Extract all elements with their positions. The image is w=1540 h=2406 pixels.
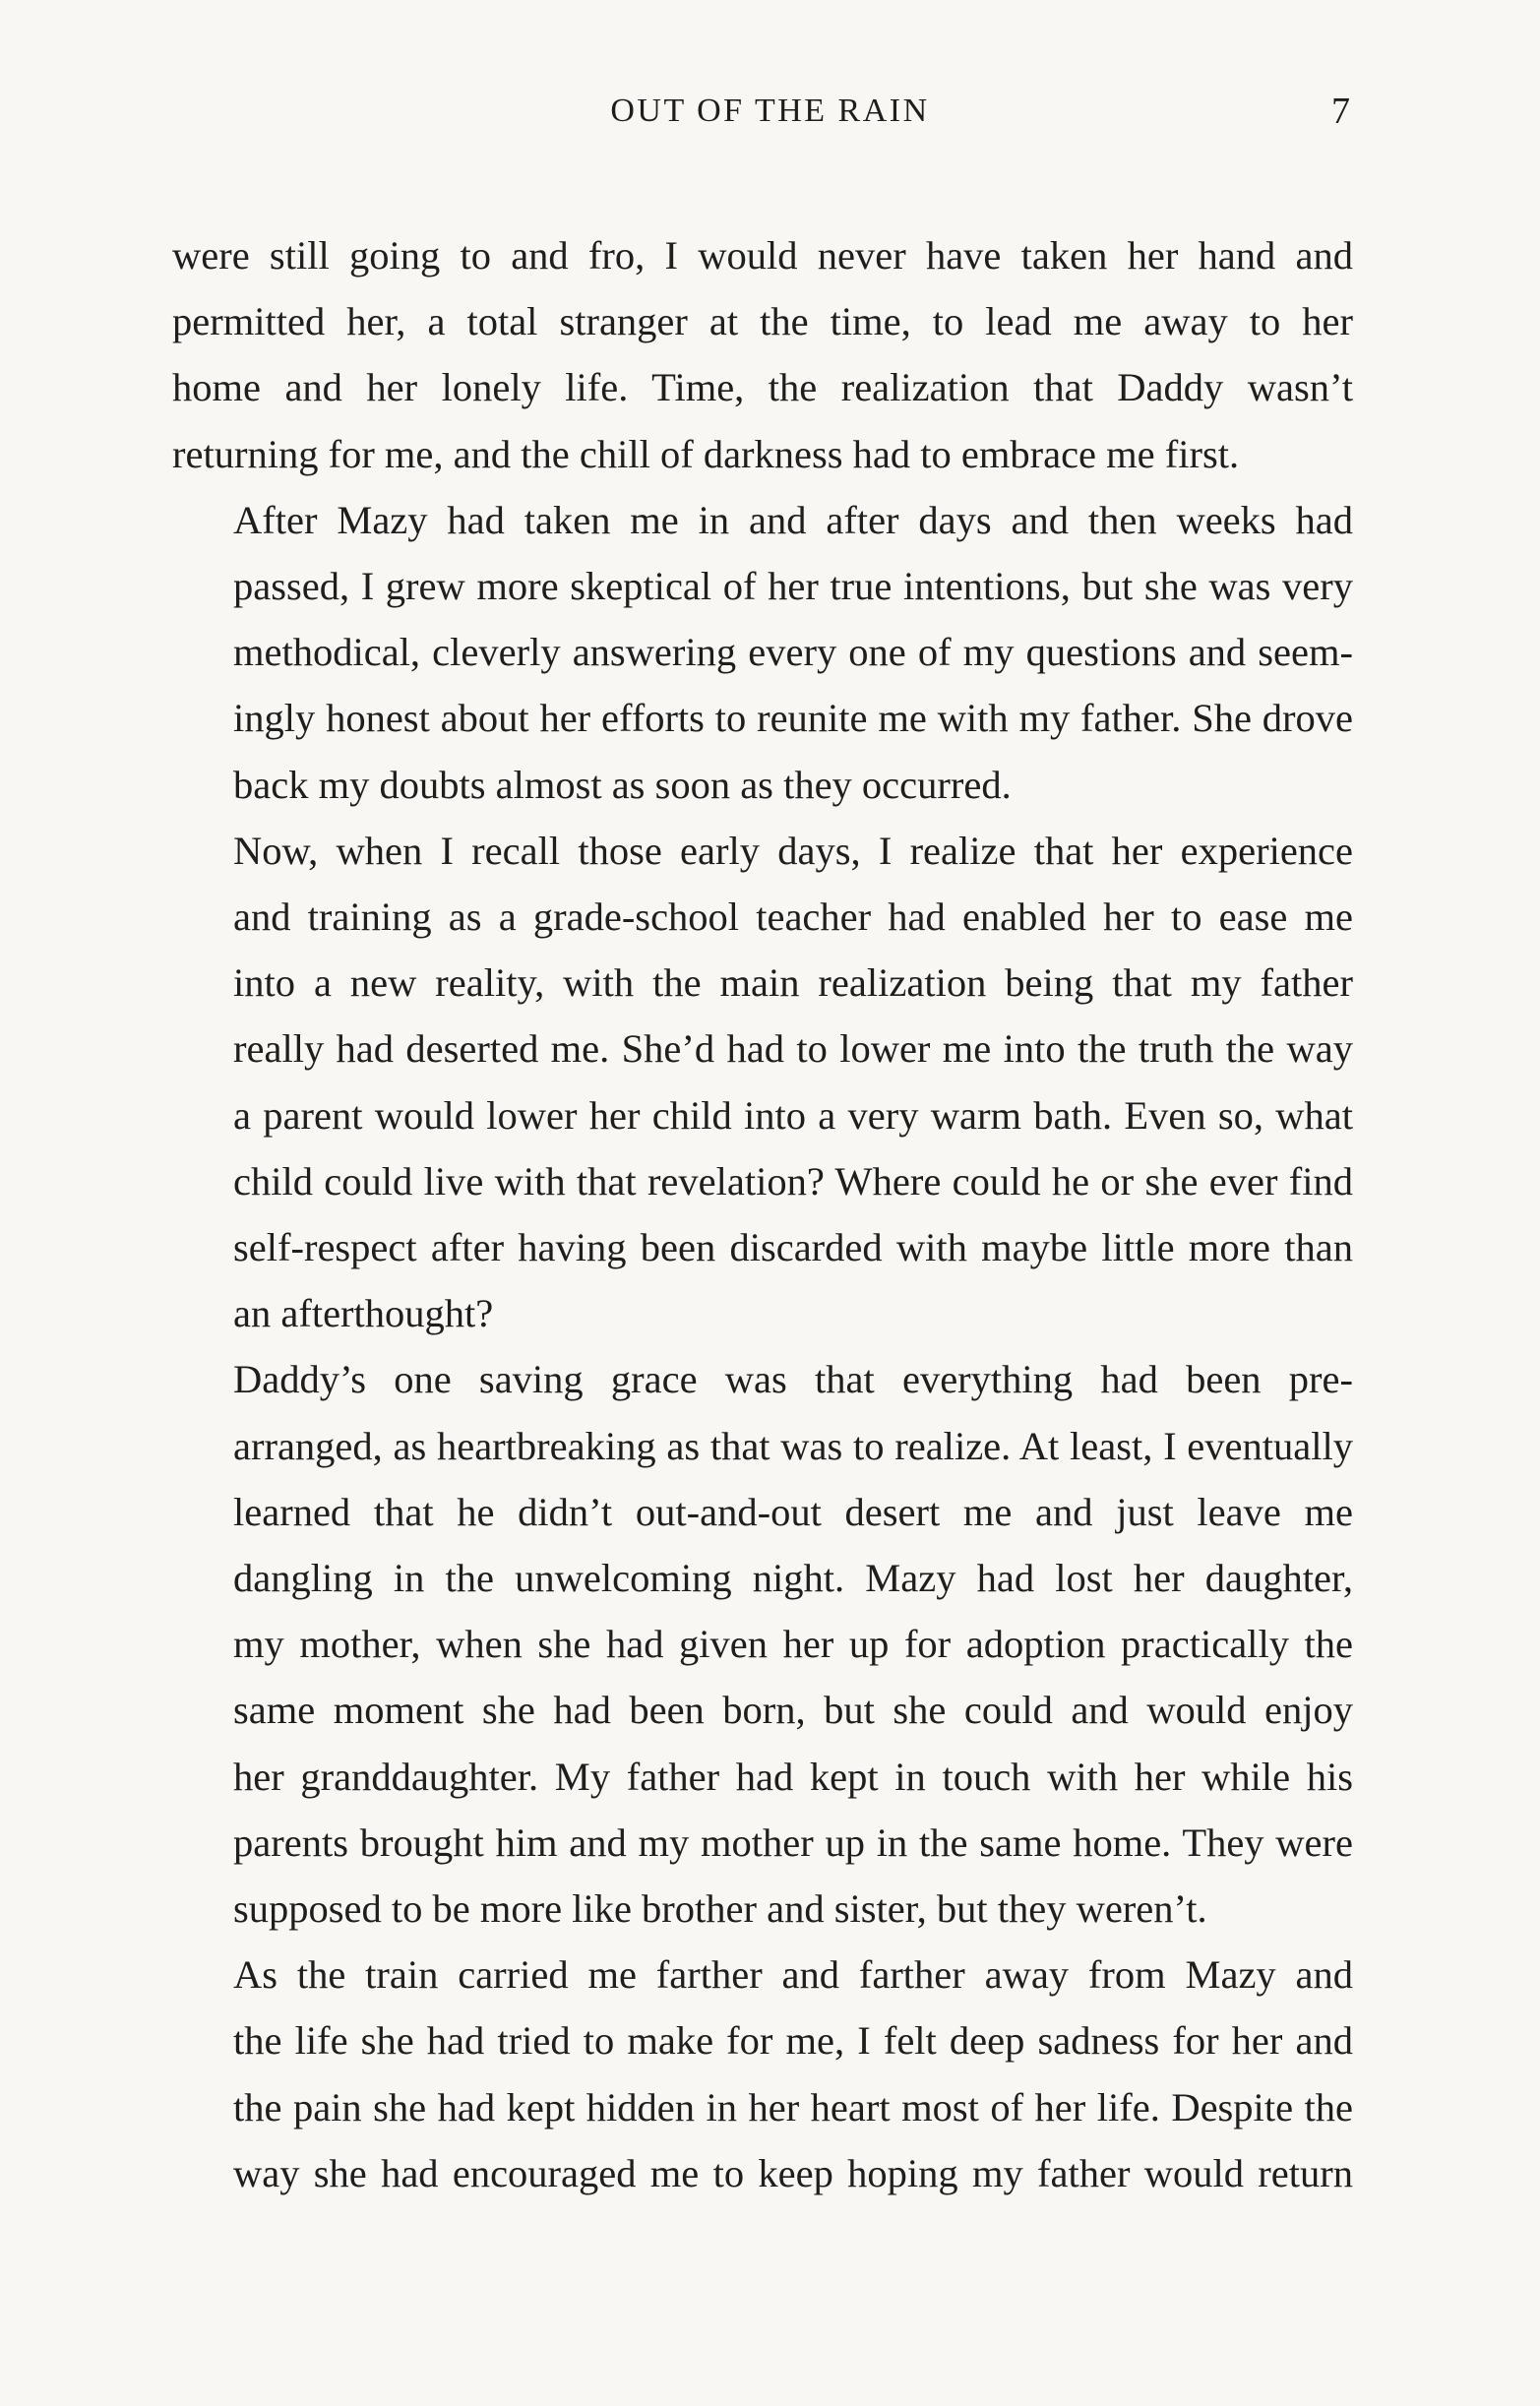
text-line: arranged, as heartbreaking as that was to realize. At least, I eventually bbox=[233, 1423, 1353, 1468]
text-line: a parent would lower her child into a very warm bath. Even so, what bbox=[233, 1092, 1353, 1138]
text-line: passed, I grew more skeptical of her true intentions, but she was very bbox=[233, 564, 1353, 609]
text-line: my mother, when she had given her up for adoption practically the bbox=[233, 1622, 1353, 1667]
text-line: child could live with that revelation? Where could he or she ever find bbox=[233, 1158, 1353, 1203]
running-title: OUT OF THE RAIN bbox=[610, 93, 930, 129]
text-line: ingly honest about her efforts to reunite me with my father. She drove bbox=[233, 696, 1353, 741]
text-line: parents brought him and my mother up in the same home. They were bbox=[233, 1820, 1353, 1865]
text-line: same moment she had been born, but she could and would enjoy bbox=[233, 1688, 1353, 1733]
text-line: self-respect after having been discarded with maybe little more than bbox=[233, 1225, 1353, 1270]
text-line: way she had encouraged me to keep hoping my father would return bbox=[233, 2150, 1353, 2195]
paragraph-1 bbox=[172, 222, 1353, 487]
text-line: really had deserted me. She’d had to lower me into the truth the way bbox=[233, 1026, 1353, 1072]
text-line: supposed to be more like brother and sister, but they weren’t. bbox=[233, 1886, 1207, 1932]
text-line: permitted her, a total stranger at the time, to lead me away to her bbox=[172, 299, 1353, 344]
text-line: As the train carried me farther and farther away from Mazy and bbox=[233, 1952, 1353, 1998]
text-line: the life she had tried to make for me, I felt deep sadness for her and bbox=[233, 2018, 1353, 2064]
running-header bbox=[0, 87, 1540, 136]
paragraph-5 bbox=[172, 1942, 1353, 2206]
paragraph-4 bbox=[172, 1346, 1353, 1942]
text-line: methodical, cleverly answering every one of my questions and seem- bbox=[233, 630, 1353, 675]
paragraph-2 bbox=[172, 487, 1353, 818]
text-line: home and her lonely life. Time, the realization that Daddy wasn’t bbox=[172, 365, 1353, 410]
paragraph-3 bbox=[172, 818, 1353, 1347]
text-line: returning for me, and the chill of darkness had to embrace me first. bbox=[172, 431, 1240, 476]
text-line: the pain she had kept hidden in her heart most of her life. Despite the bbox=[233, 2084, 1353, 2129]
text-line: into a new reality, with the main realization being that my father bbox=[233, 960, 1353, 1006]
text-line: an afterthought? bbox=[233, 1291, 494, 1336]
text-line: back my doubts almost as soon as they occurred. bbox=[233, 762, 1012, 807]
text-line: Now, when I recall those early days, I realize that her experience bbox=[233, 828, 1353, 873]
text-line: Daddy’s one saving grace was that everything had been pre- bbox=[233, 1357, 1353, 1402]
text-line: and training as a grade-school teacher had enabled her to ease me bbox=[233, 895, 1353, 940]
text-line: After Mazy had taken me in and after days and then weeks had bbox=[233, 497, 1353, 542]
text-line: were still going to and fro, I would never have taken her hand and bbox=[172, 233, 1353, 278]
body-text bbox=[172, 222, 1353, 2206]
text-line: her granddaughter. My father had kept in touch with her while his bbox=[233, 1754, 1353, 1799]
text-line: learned that he didn’t out-and-out desert me and just leave me bbox=[233, 1489, 1353, 1534]
text-line: dangling in the unwelcoming night. Mazy had lost her daughter, bbox=[233, 1556, 1353, 1601]
page-number: 7 bbox=[1331, 91, 1350, 132]
